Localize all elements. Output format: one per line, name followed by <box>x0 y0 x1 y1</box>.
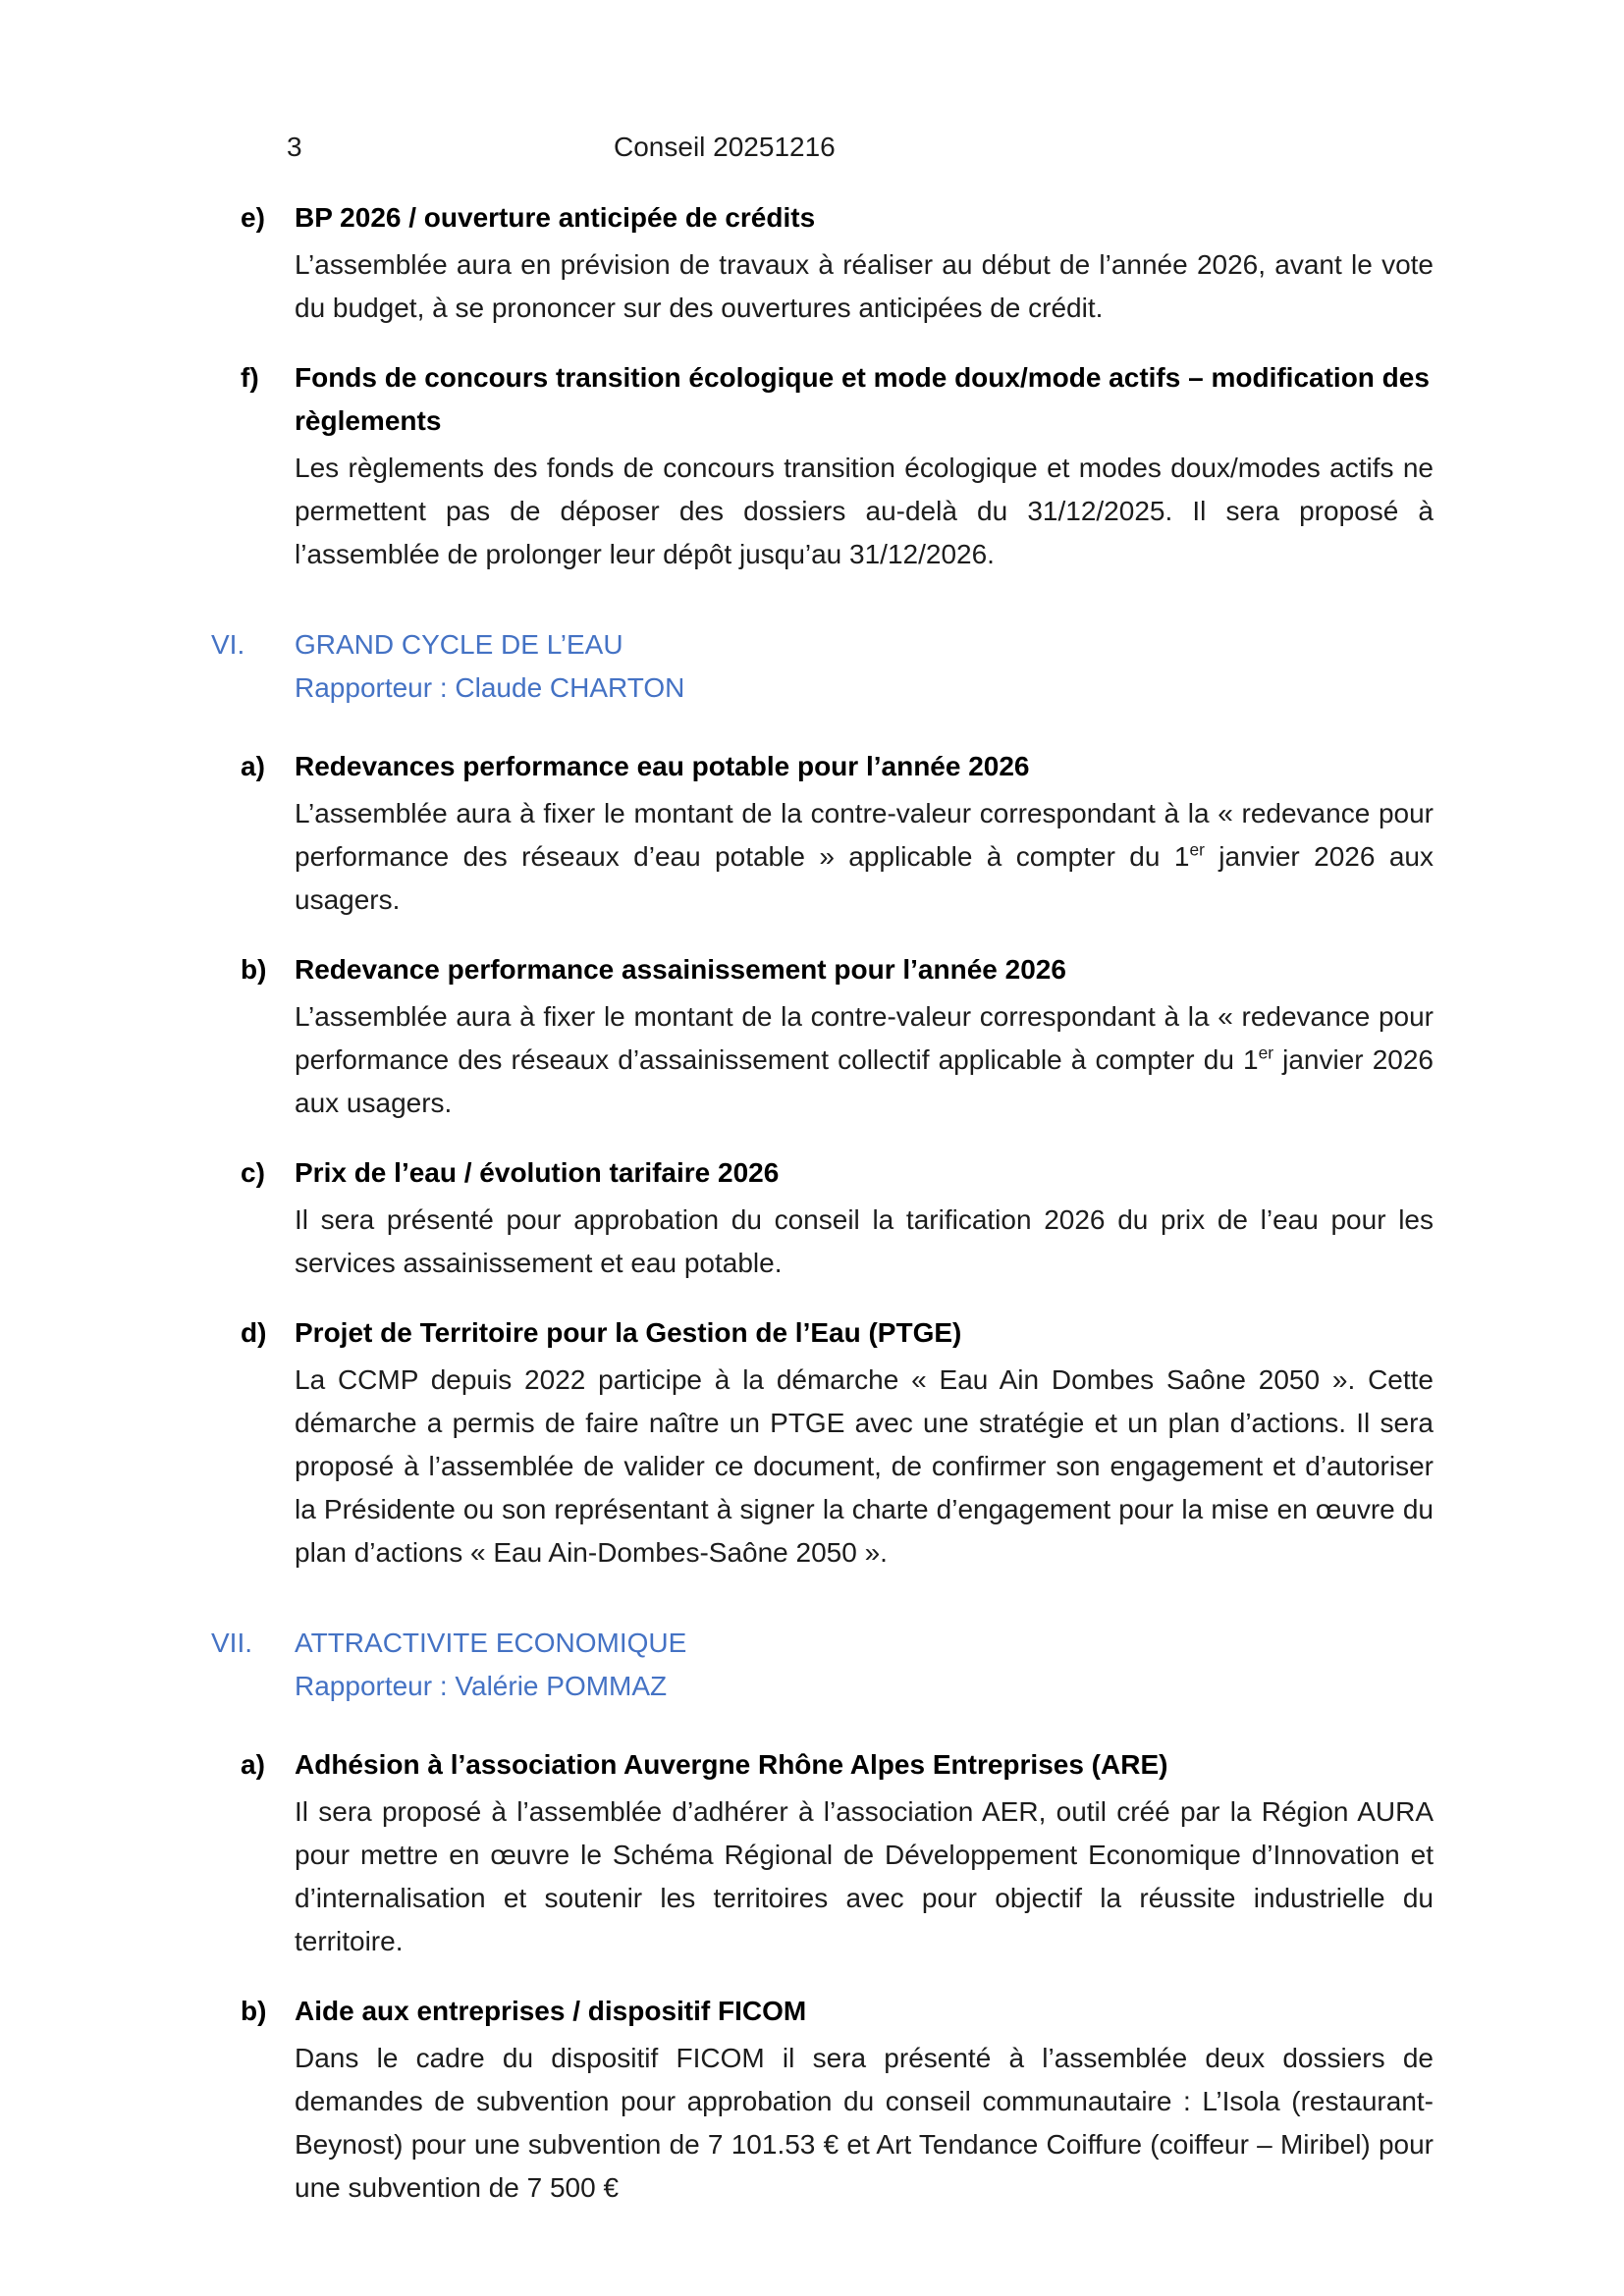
item-label: a) <box>241 1749 265 1780</box>
item-body: Il sera présenté pour approbation du conseil la tarification 2026 du prix de l’eau pour les services assainissement et eau potable. <box>295 1204 1434 1278</box>
section-numeral: VI. <box>211 629 245 660</box>
document-content <box>211 196 1434 2236</box>
item-label: b) <box>241 954 267 985</box>
agenda-item-vii-b <box>241 1990 1434 2210</box>
ordinal-superscript: er <box>1258 1042 1274 1063</box>
document-title: Conseil 20251216 <box>614 132 836 162</box>
item-body-text: janvier 2026 aux usagers. <box>295 1044 1434 1118</box>
section-vii-heading <box>211 1622 1434 1708</box>
item-body: L’assemblée aura en prévision de travaux à réaliser au début de l’année 2026, avant le vote du budget, à se prononcer sur des ouvertures anticipées de crédit. <box>295 249 1434 323</box>
item-title: Adhésion à l’association Auvergne Rhône Alpes Entreprises (ARE) <box>295 1749 1168 1780</box>
item-title: Redevance performance assainissement pour l’année 2026 <box>295 954 1066 985</box>
item-title: Fonds de concours transition écologique et mode doux/mode actifs – modification des règlements <box>295 362 1430 436</box>
agenda-item-vi-c <box>241 1151 1434 1285</box>
item-label: d) <box>241 1317 267 1348</box>
ordinal-superscript: er <box>1189 839 1205 860</box>
section-numeral: VII. <box>211 1628 253 1658</box>
item-body: La CCMP depuis 2022 participe à la démarche « Eau Ain Dombes Saône 2050 ». Cette démarche a permis de faire naître un PTGE avec une stratégie et un plan d’actions. Il sera proposé à l’assemblée de valider ce document, de confirmer son engagement et d’autoriser la Présidente ou son représentant à signer la charte d’engagement pour la mise en œuvre du plan d’actions « Eau Ain-Dombes-Saône 2050 ». <box>295 1364 1434 1568</box>
item-body: Il sera proposé à l’assemblée d’adhérer à l’association AER, outil créé par la Région AURA pour mettre en œuvre le Schéma Régional de Développement Economique d’Innovation et d’internalisation et soutenir les territoires avec pour objectif la réussite industrielle du territoire. <box>295 1796 1434 1956</box>
agenda-item-vi-a <box>241 745 1434 922</box>
item-body-text: janvier 2026 aux usagers. <box>295 841 1434 915</box>
item-title: Prix de l’eau / évolution tarifaire 2026 <box>295 1157 780 1188</box>
item-label: a) <box>241 751 265 781</box>
section-rapporteur: Rapporteur : Valérie POMMAZ <box>295 1671 668 1701</box>
item-body-text: L’assemblée aura à fixer le montant de la contre-valeur correspondant à la « redevance pour performance des réseaux d’eau potable » applicable à compter du 1 <box>295 798 1434 872</box>
agenda-item-vi-b <box>241 948 1434 1125</box>
item-body: Dans le cadre du dispositif FICOM il sera présenté à l’assemblée deux dossiers de demandes de subvention pour approbation du conseil communautaire : L’Isola (restaurant-Beynost) pour une subvention de 7 101.53 € et Art Tendance Coiffure (coiffeur – Miribel) pour une subvention de 7 500 € <box>295 2043 1434 2203</box>
item-title: BP 2026 / ouverture anticipée de crédits <box>295 202 816 233</box>
agenda-item-vi-d <box>241 1311 1434 1575</box>
item-body <box>295 995 1434 1125</box>
agenda-item-vii-a <box>241 1743 1434 1963</box>
item-label: f) <box>241 362 259 393</box>
item-body-text: L’assemblée aura à fixer le montant de la contre-valeur correspondant à la « redevance pour performance des réseaux d’assainissement collectif applicable à compter du 1 <box>295 1001 1434 1075</box>
agenda-item-f <box>241 356 1434 576</box>
item-label: e) <box>241 202 265 233</box>
section-rapporteur: Rapporteur : Claude CHARTON <box>295 672 685 703</box>
item-label: b) <box>241 1996 267 2026</box>
section-vi-heading <box>211 623 1434 710</box>
item-title: Redevances performance eau potable pour l’année 2026 <box>295 751 1030 781</box>
item-title: Aide aux entreprises / dispositif FICOM <box>295 1996 807 2026</box>
item-title: Projet de Territoire pour la Gestion de l’Eau (PTGE) <box>295 1317 962 1348</box>
agenda-item-e <box>241 196 1434 330</box>
item-label: c) <box>241 1157 265 1188</box>
item-body <box>295 792 1434 922</box>
page-header <box>0 126 1624 169</box>
section-title: ATTRACTIVITE ECONOMIQUE <box>295 1628 687 1658</box>
page-number: 3 <box>287 132 302 162</box>
section-title: GRAND CYCLE DE L’EAU <box>295 629 623 660</box>
item-body: Les règlements des fonds de concours transition écologique et modes doux/modes actifs ne permettent pas de déposer des dossiers au-delà du 31/12/2025. Il sera proposé à l’assemblée de prolonger leur dépôt jusqu’au 31/12/2026. <box>295 453 1434 569</box>
